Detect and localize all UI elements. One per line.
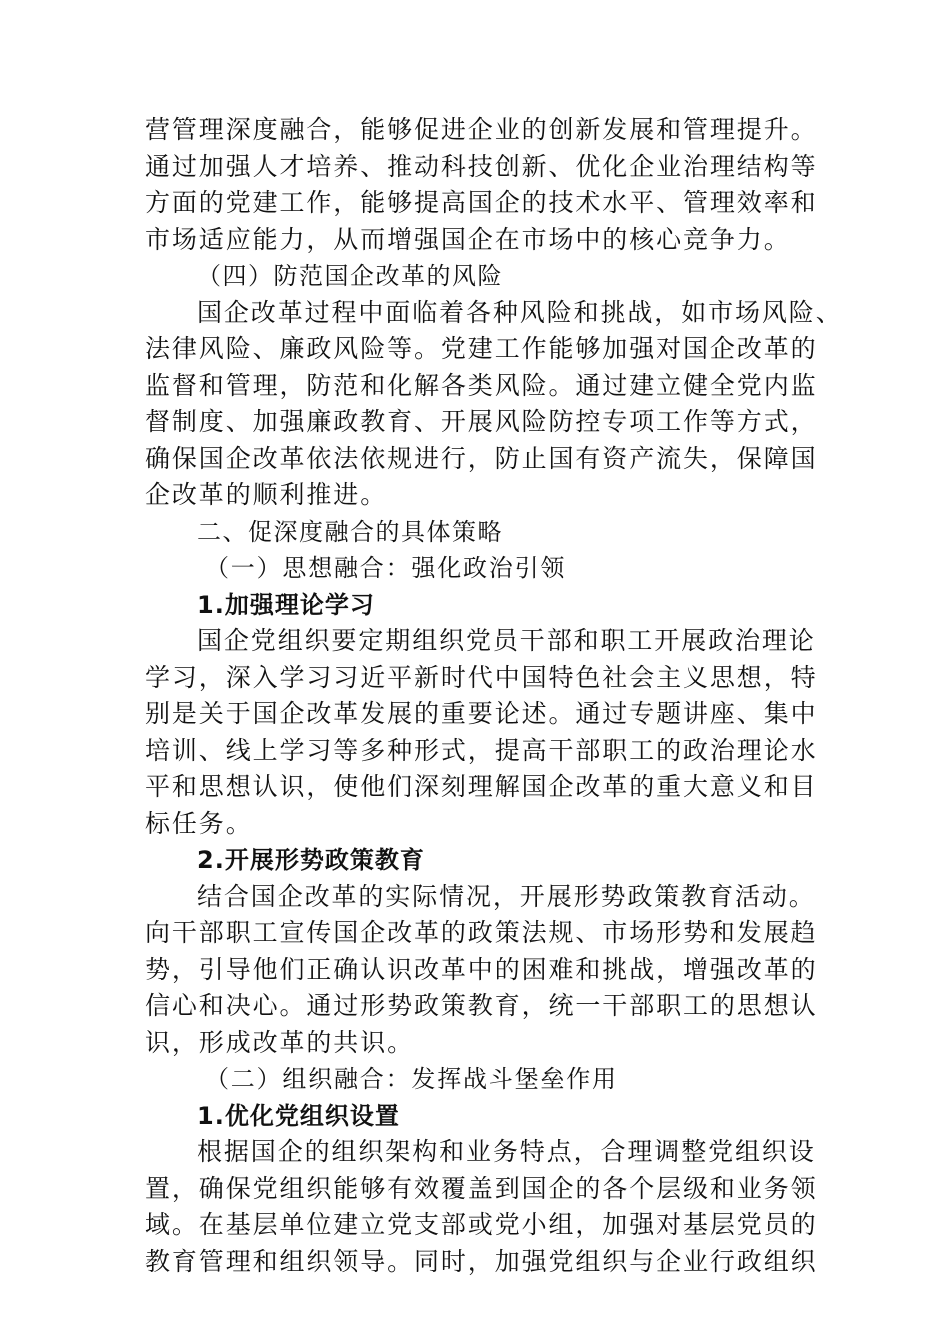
body-line: 平和思想认识，使他们深刻理解国企改革的重大意义和目 xyxy=(145,772,818,801)
paragraph-first-line: 国企党组织要定期组织党员干部和职工开展政治理论 xyxy=(197,626,816,655)
body-line: 确保国企改革依法依规进行，防止国有资产流失，保障国 xyxy=(145,443,818,473)
body-line: 督制度、加强廉政教育、开展风险防控专项工作等方式， xyxy=(145,407,818,436)
document-page xyxy=(145,112,843,1280)
body-line: 法律风险、廉政风险等。党建工作能够加强对国企改革的 xyxy=(145,334,818,363)
body-line: 方面的党建工作，能够提高国企的技术水平、管理效率和 xyxy=(145,188,818,217)
body-line: 信心和决心。通过形势政策教育，统一干部职工的思想认 xyxy=(145,991,818,1020)
body-line: 域。在基层单位建立党支部或党小组，加强对基层党员的 xyxy=(145,1210,818,1239)
body-line: 营管理深度融合，能够促进企业的创新发展和管理提升。 xyxy=(145,115,818,144)
body-line: 学习，深入学习习近平新时代中国特色社会主义思想，特 xyxy=(145,662,818,692)
body-line: 监督和管理，防范和化解各类风险。通过建立健全党内监 xyxy=(145,370,818,400)
body-line: 标任务。 xyxy=(145,808,253,838)
body-line: 向干部职工宣传国企改革的政策法规、市场形势和发展趋 xyxy=(145,918,818,947)
numbered-heading-theory: 1.加强理论学习 xyxy=(197,590,375,619)
paragraph-first-line: 结合国企改革的实际情况，开展形势政策教育活动。 xyxy=(197,881,816,911)
subheading-organization: （二）组织融合：发挥战斗堡垒作用 xyxy=(205,1065,618,1093)
subheading-risk: （四）防范国企改革的风险 xyxy=(197,262,503,290)
body-line: 通过加强人才培养、推动科技创新、优化企业治理结构等 xyxy=(145,151,818,181)
numbered-heading-optimize: 1.优化党组织设置 xyxy=(197,1101,400,1130)
body-line: 市场适应能力，从而增强国企在市场中的核心竞争力。 xyxy=(145,224,791,254)
body-line: 识，形成改革的共识。 xyxy=(145,1027,415,1057)
body-line: 势，引导他们正确认识改革中的困难和挑战，增强改革的 xyxy=(145,954,818,984)
body-line: 别是关于国企改革发展的重要论述。通过专题讲座、集中 xyxy=(145,699,818,728)
subheading-ideology: （一）思想融合：强化政治引领 xyxy=(205,554,567,582)
paragraph-first-line: 根据国企的组织架构和业务特点，合理调整党组织设 xyxy=(197,1137,816,1166)
body-line: 培训、线上学习等多种形式，提高干部职工的政治理论水 xyxy=(145,735,818,765)
body-line: 企改革的顺利推进。 xyxy=(145,480,388,509)
body-line: 置，确保党组织能够有效覆盖到国企的各个层级和业务领 xyxy=(145,1173,818,1203)
numbered-heading-policy: 2.开展形势政策教育 xyxy=(197,846,425,874)
paragraph-first-line: 国企改革过程中面临着各种风险和挑战，如市场风险、 xyxy=(197,297,843,327)
section-heading-strategies: 二、促深度融合的具体策略 xyxy=(197,517,503,546)
body-line: 教育管理和组织领导。同时，加强党组织与企业行政组织 xyxy=(145,1246,818,1276)
